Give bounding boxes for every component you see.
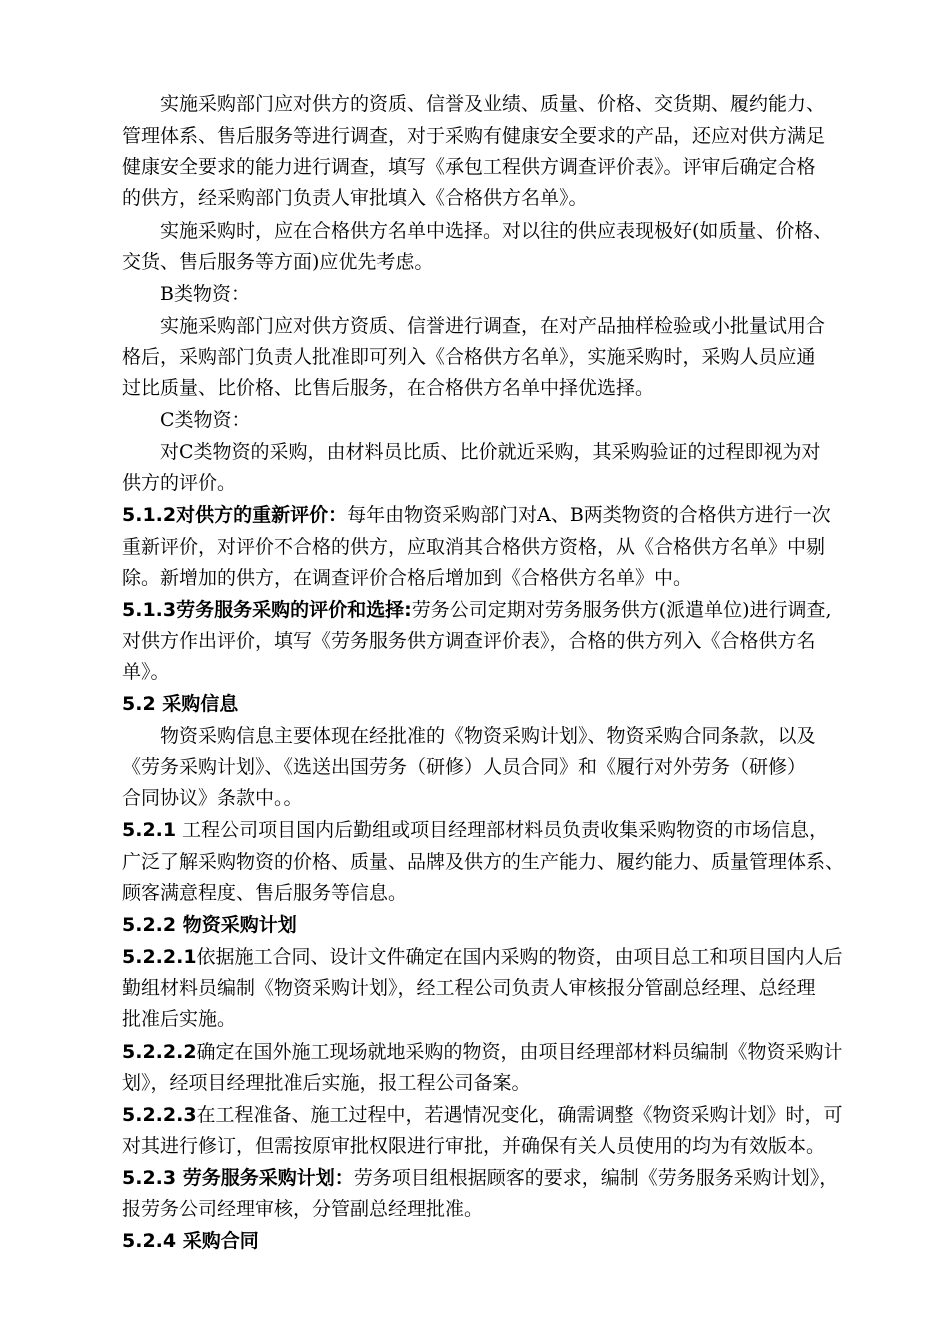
paragraph-line: 的供方，经采购部门负责人审批填入《合格供方名单》。 <box>122 187 588 209</box>
paragraph-line: 物资采购信息主要体现在经批准的《物资采购计划》、物资采购合同条款，以及 <box>160 725 816 747</box>
section-heading: 5.2.3 劳务服务采购计划： <box>122 1167 354 1189</box>
section-5-1-3 <box>122 598 832 622</box>
section-heading: 5.1.2对供方的重新评价： <box>122 504 348 526</box>
paragraph-text: 确定在国外施工现场就地采购的物资，由项目经理部材料员编制《物资采购计 <box>196 1041 843 1063</box>
section-5-2-2-3 <box>122 1103 843 1127</box>
paragraph-line: 实施采购部门应对供方资质、信誉进行调查，在对产品抽样检验或小批量试用合 <box>160 315 826 337</box>
paragraph-text: 在工程准备、施工过程中，若遇情况变化，确需调整《物资采购计划》时，可 <box>196 1104 843 1126</box>
subheading-b-materials: B类物资： <box>160 283 250 305</box>
paragraph-text: 依据施工合同、设计文件确定在国内采购的物资，由项目总工和项目国内人后 <box>196 946 843 968</box>
paragraph-line: 批准后实施。 <box>122 1008 237 1030</box>
section-5-2-4 <box>122 1229 259 1253</box>
paragraph-line: 合同协议》条款中。。 <box>122 787 303 809</box>
section-5-2-2-1 <box>122 945 843 969</box>
paragraph-line: 重新评价，对评价不合格的供方，应取消其合格供方资格，从《合格供方名单》中剔 <box>122 536 826 558</box>
paragraph-line: 对C类物资的采购，由材料员比质、比价就近采购，其采购验证的过程即视为对 <box>160 441 821 463</box>
paragraph-line: 实施采购部门应对供方的资质、信誉及业绩、质量、价格、交货期、履约能力、 <box>160 93 826 115</box>
subheading-c-materials: C类物资： <box>160 409 251 431</box>
paragraph-line: 划》，经项目经理批准后实施，报工程公司备案。 <box>122 1072 531 1094</box>
section-5-2-2-2 <box>122 1040 843 1064</box>
paragraph-line: 实施采购时，应在合格供方名单中选择。对以往的供应表现极好(如质量、价格、 <box>160 220 833 242</box>
paragraph-line: 勤组材料员编制《物资采购计划》，经工程公司负责人审核报分管副总经理、总经理 <box>122 977 816 999</box>
section-heading: 5.2 采购信息 <box>122 693 239 715</box>
paragraph-line: 《劳务采购计划》、《选送出国劳务（研修）人员合同》和《履行对外劳务（研修） <box>122 756 807 778</box>
section-number: 5.2.2.3 <box>122 1104 197 1126</box>
section-heading: 5.1.3劳务服务采购的评价和选择: <box>122 599 412 621</box>
paragraph-text: 工程公司项目国内后勤组或项目经理部材料员负责收集采购物资的市场信息， <box>176 819 829 841</box>
paragraph-line: 健康安全要求的能力进行调查，填写《承包工程供方调查评价表》。评审后确定合格 <box>122 156 816 178</box>
paragraph-line: 供方的评价。 <box>122 472 237 494</box>
paragraph-line: 单》。 <box>122 661 170 683</box>
paragraph-line: 报劳务公司经理审核，分管副总经理批准。 <box>122 1198 484 1220</box>
paragraph-line: 对其进行修订，但需按原审批权限进行审批，并确保有关人员使用的均为有效版本。 <box>122 1135 826 1157</box>
paragraph-line: 除。新增加的供方，在调查评价合格后增加到《合格供方名单》中。 <box>122 567 693 589</box>
section-5-2-1 <box>122 818 828 842</box>
paragraph-text: 劳务公司定期对劳务服务供方(派遣单位)进行调查, <box>411 599 832 621</box>
section-heading: 5.2.2 物资采购计划 <box>122 914 297 936</box>
paragraph-text: 劳务项目组根据顾客的要求，编制《劳务服务采购计划》， <box>353 1167 839 1189</box>
paragraph-line: 对供方作出评价，填写《劳务服务供方调查评价表》，合格的供方列入《合格供方名 <box>122 630 816 652</box>
section-number: 5.2.1 <box>122 819 177 841</box>
paragraph-line: 广泛了解采购物资的价格、质量、品牌及供方的生产能力、履约能力、质量管理体系、 <box>122 851 845 873</box>
paragraph-line: 格后，采购部门负责人批准即可列入《合格供方名单》，实施采购时，采购人员应通 <box>122 346 816 368</box>
section-5-2-2 <box>122 913 297 937</box>
section-5-2-3 <box>122 1166 838 1190</box>
paragraph-line: 管理体系、售后服务等进行调查，对于采购有健康安全要求的产品，还应对供方满足 <box>122 125 826 147</box>
paragraph-line: 交货、售后服务等方面)应优先考虑。 <box>122 251 434 273</box>
section-number: 5.2.2.2 <box>122 1041 197 1063</box>
section-number: 5.2.2.1 <box>122 946 197 968</box>
paragraph-line: 过比质量、比价格、比售后服务，在合格供方名单中择优选择。 <box>122 377 655 399</box>
section-5-1-2 <box>122 503 831 527</box>
paragraph-line: 顾客满意程度、售后服务等信息。 <box>122 882 408 904</box>
section-heading: 5.2.4 采购合同 <box>122 1230 259 1252</box>
paragraph-text: 每年由物资采购部门对A、B两类物资的合格供方进行一次 <box>347 504 831 526</box>
section-5-2 <box>122 692 238 716</box>
